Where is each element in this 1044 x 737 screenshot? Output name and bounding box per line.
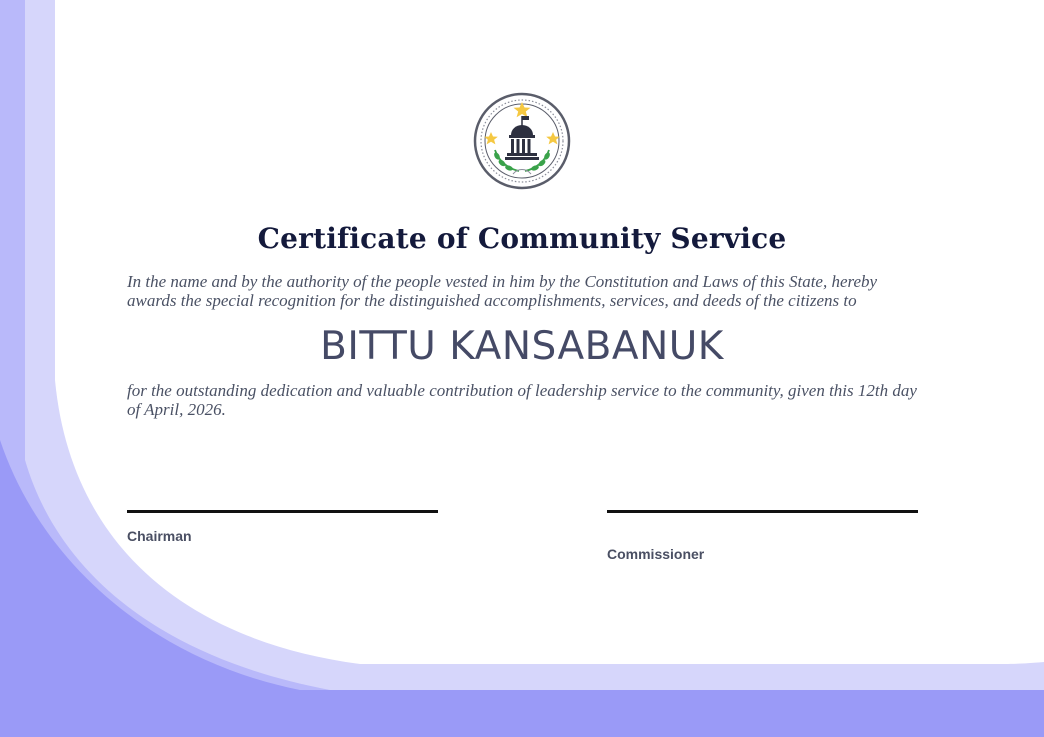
capitol-building-seal-icon [473,92,571,190]
signature-line-commissioner [607,510,918,513]
recipient-name: BITTU KANSABANUK [320,324,724,369]
signature-line-chairman [127,510,438,513]
intro-paragraph: In the name and by the authority of the people vested in him by the Constitution and Laws of this State, hereby awards the special recognition for the distinguished accomplishments, services, and deeds of the citizens to [127,272,878,310]
signature-label-commissioner: Commissioner [607,546,705,562]
certificate-title: Certificate of Community Service [257,222,787,255]
closing-paragraph: for the outstanding dedication and valuable contribution of leadership service to the community, given this 12th day of April, 2026. [127,381,917,419]
signature-label-chairman: Chairman [127,528,192,544]
